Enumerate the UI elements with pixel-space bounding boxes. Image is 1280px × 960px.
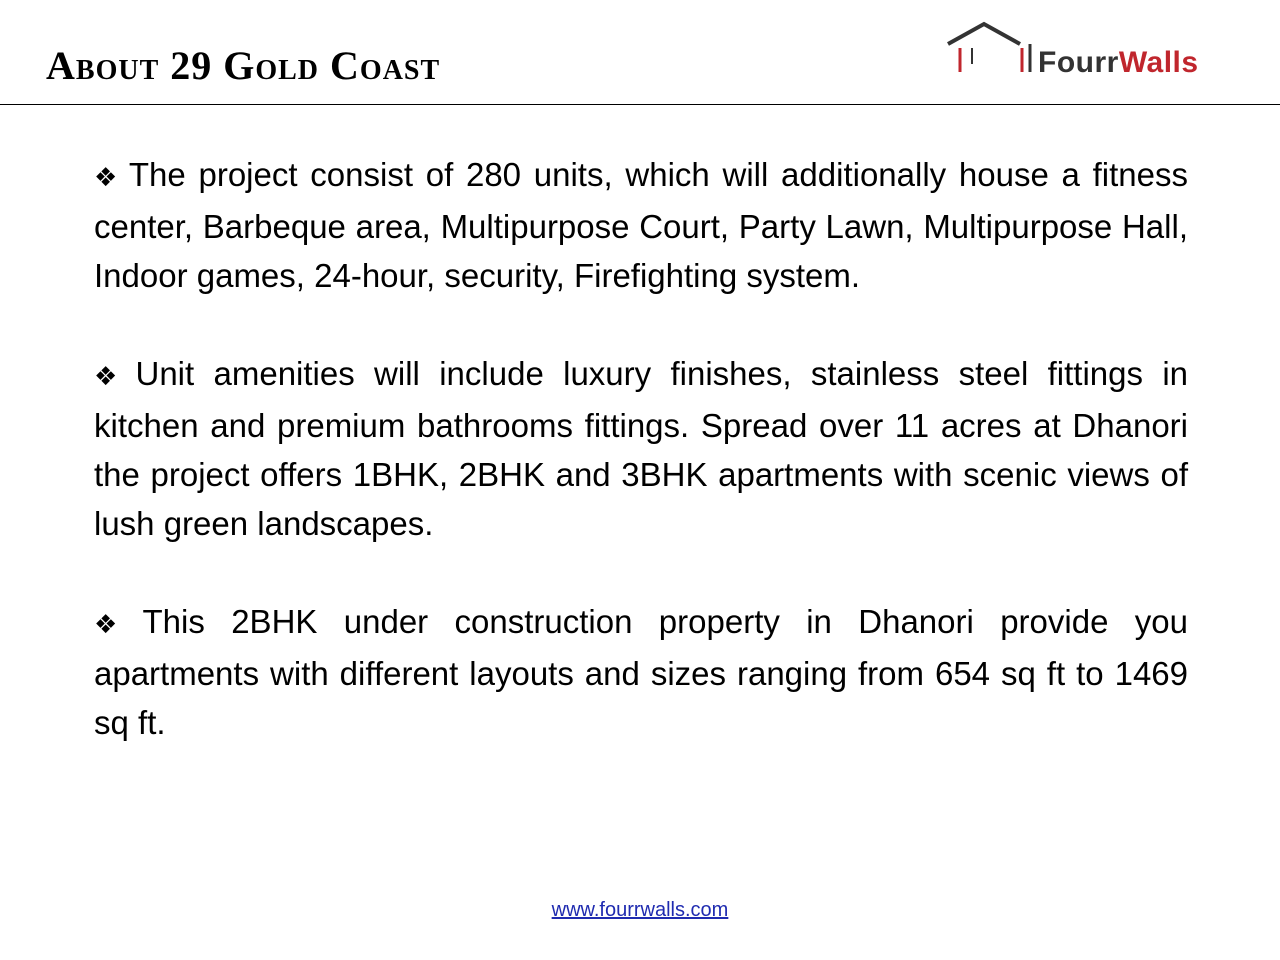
- footer: [0, 896, 1280, 924]
- fourrwalls-logo: [944, 20, 1264, 80]
- paragraph-text: This 2BHK under construction property in Dhanori provide you apartments with different layouts and sizes ranging from 654 sq ft to 1469 sq ft.: [94, 603, 1188, 741]
- diamond-bullet-icon: ❖: [94, 162, 121, 192]
- website-link[interactable]: www.fourrwalls.com: [551, 899, 729, 921]
- paragraph-text: Unit amenities will include luxury finishes, stainless steel fittings in kitchen and premium bathrooms fittings. Spread over 11 acres at Dhanori the project offers 1BHK, 2BHK and 3BHK apartments with scenic views of lush green landscapes.: [94, 355, 1189, 542]
- paragraph-sizes: [94, 597, 1188, 747]
- header-divider: [0, 104, 1280, 105]
- content-body: [94, 150, 1188, 796]
- house-roof-icon: [944, 20, 1044, 80]
- paragraph-text: The project consist of 280 units, which will additionally house a fitness center, Barbeque area, Multipurpose Court, Party Lawn, Multipurpose Hall, Indoor games, 24-hour, security, Firefighting system.: [94, 156, 1189, 294]
- logo-word-fourr: Fourr: [1038, 46, 1119, 79]
- diamond-bullet-icon: ❖: [94, 361, 128, 391]
- paragraph-units: [94, 150, 1188, 300]
- page-title: About 29 Gold Coast: [46, 43, 441, 88]
- diamond-bullet-icon: ❖: [94, 609, 135, 639]
- logo-word-walls: Walls: [1118, 46, 1199, 79]
- paragraph-amenities: [94, 349, 1188, 548]
- logo-wordmark: [1038, 46, 1199, 80]
